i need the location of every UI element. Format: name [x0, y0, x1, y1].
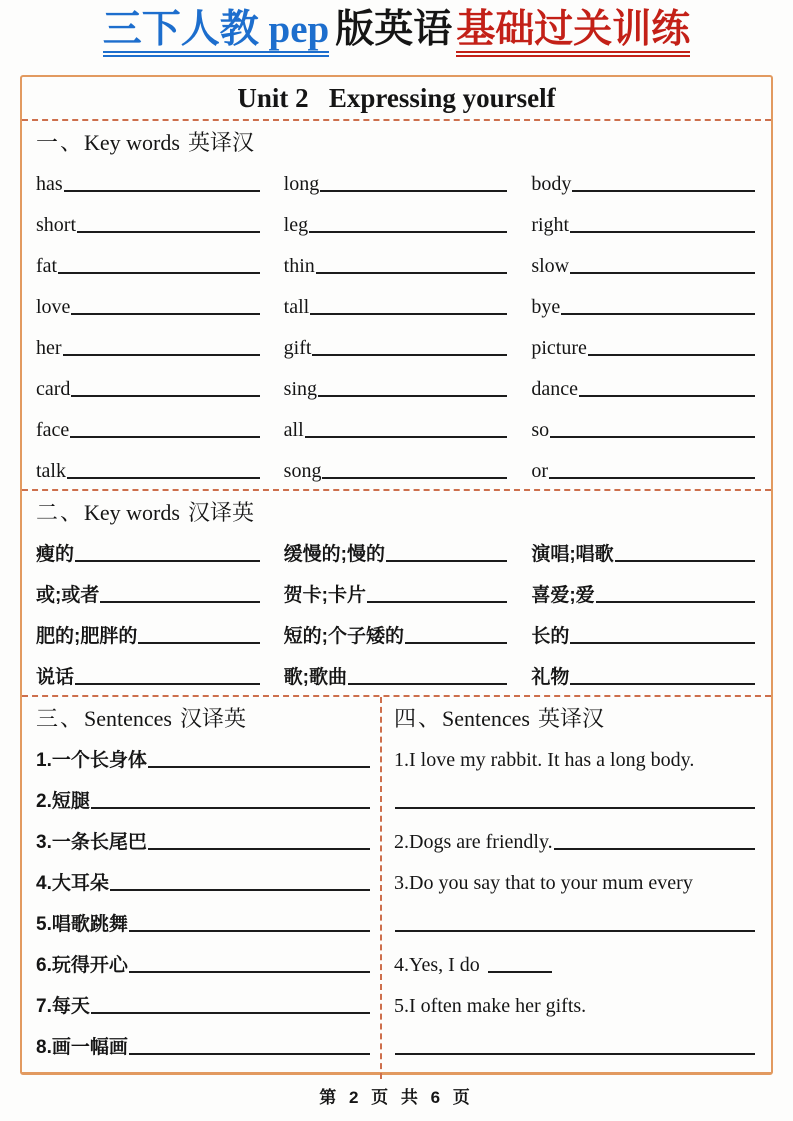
sentence-label: 1.I love my rabbit. It has a long body. [394, 749, 695, 771]
word-label: leg [283, 214, 309, 236]
section-number: 一、 [36, 130, 85, 155]
word-label: or [531, 460, 548, 482]
word-label: love [36, 296, 71, 318]
sentence-label: 7.每天 [36, 996, 90, 1017]
sentence-item [36, 1018, 370, 1059]
page-title [0, 0, 793, 64]
word-item [36, 442, 260, 483]
word-label: talk [36, 460, 66, 482]
answer-blank [67, 477, 260, 479]
word-item [531, 196, 755, 237]
word-label: face [36, 419, 70, 441]
sentence-item [36, 772, 370, 813]
answer-blank [405, 642, 507, 644]
word-item [36, 607, 260, 648]
sentence-line [394, 936, 755, 977]
word-label: slow [531, 255, 570, 277]
answer-blank [570, 642, 755, 644]
answer-blank [596, 601, 755, 603]
section-four-heading [394, 697, 755, 731]
answer-blank [572, 190, 755, 192]
section-one-heading [22, 121, 771, 155]
word-label: long [283, 173, 320, 195]
sentence-label: 8.画一幅画 [36, 1037, 128, 1058]
answer-blank [386, 560, 507, 562]
word-item [284, 360, 508, 401]
answer-blank [58, 272, 260, 274]
word-item [531, 278, 755, 319]
answer-blank [579, 395, 755, 397]
keywords-en-grid [22, 155, 771, 489]
sentence-item [36, 977, 370, 1018]
answer-blank [110, 889, 370, 891]
word-label: short [36, 214, 76, 236]
word-label: right [531, 214, 570, 236]
section-title-en: Sentences [442, 706, 530, 731]
answer-blank [64, 190, 260, 192]
answer-blank [367, 601, 507, 603]
word-label: song [283, 460, 322, 482]
sentence-item [36, 813, 370, 854]
page-footer: 第 2 页 共 6 页 [319, 1088, 474, 1107]
section-title-en: Key words [84, 500, 180, 525]
sentences-area [22, 697, 771, 1079]
answer-blank [310, 313, 507, 315]
answer-blank [395, 930, 755, 932]
unit-title: Unit 2 Expressing yourself [237, 83, 556, 113]
word-item [531, 237, 755, 278]
word-item [36, 155, 260, 196]
section-two-heading [22, 491, 771, 525]
answer-blank [63, 354, 260, 356]
answer-blank [138, 642, 259, 644]
word-item [284, 319, 508, 360]
answer-blank [615, 560, 755, 562]
answer-blank [348, 683, 507, 685]
sentences-cn-column [22, 697, 382, 1079]
sentence-label: 4.Yes, I do [394, 954, 480, 976]
word-item [36, 401, 260, 442]
section-number: 二、 [36, 500, 85, 525]
title-black-part: 版英语 [335, 8, 453, 51]
word-item [284, 525, 508, 566]
word-item [36, 566, 260, 607]
word-label: 长的 [531, 626, 570, 647]
word-item [284, 401, 508, 442]
answer-blank [322, 477, 507, 479]
word-item [531, 648, 755, 689]
sentence-label: 2.短腿 [36, 791, 90, 812]
answer-blank [318, 395, 507, 397]
sentence-line [394, 895, 755, 936]
answer-blank [129, 971, 370, 973]
answer-blank [75, 560, 260, 562]
title-blue-part: 三下人教 pep [103, 8, 329, 57]
word-item [284, 648, 508, 689]
word-item [531, 525, 755, 566]
word-item [36, 525, 260, 566]
word-label: has [36, 173, 63, 195]
answer-blank [148, 848, 370, 850]
answer-blank [588, 354, 755, 356]
sentence-label: 3.一条长尾巴 [36, 832, 147, 853]
word-item [284, 196, 508, 237]
answer-blank [395, 1053, 755, 1055]
section-title-cn: 英译汉 [537, 706, 604, 731]
word-item [284, 566, 508, 607]
answer-blank [550, 436, 755, 438]
worksheet-box [20, 75, 773, 1075]
section-number: 三、 [36, 706, 85, 731]
section-title-cn: 汉译英 [187, 500, 254, 525]
answer-blank [305, 436, 508, 438]
section-title-en: Key words [84, 130, 180, 155]
sentence-line [394, 854, 755, 895]
title-red-part: 基础过关训练 [456, 8, 690, 57]
answer-blank [77, 231, 260, 233]
answer-blank [316, 272, 508, 274]
sentence-label: 1.一个长身体 [36, 750, 147, 771]
word-item [284, 442, 508, 483]
word-item [531, 442, 755, 483]
word-item [36, 237, 260, 278]
answer-blank [320, 190, 507, 192]
sentence-label: 3.Do you say that to your mum every [394, 872, 693, 894]
word-item [531, 607, 755, 648]
answer-blank [71, 313, 259, 315]
answer-blank [561, 313, 755, 315]
word-label: tall [283, 296, 310, 318]
word-label: all [283, 419, 304, 441]
answer-blank [71, 395, 259, 397]
word-label: 礼物 [531, 667, 570, 688]
word-label: 瘦的 [36, 544, 75, 565]
word-label: thin [283, 255, 315, 277]
section-title-en: Sentences [84, 706, 172, 731]
answer-blank [91, 807, 370, 809]
word-label: 缓慢的;慢的 [283, 544, 385, 565]
word-label: 肥的;肥胖的 [36, 626, 138, 647]
word-label: so [531, 419, 550, 441]
answer-blank [75, 683, 260, 685]
word-item [531, 360, 755, 401]
answer-blank [309, 231, 507, 233]
sentence-label: 5.唱歌跳舞 [36, 914, 128, 935]
word-label: 短的;个子矮的 [283, 626, 404, 647]
answer-blank [312, 354, 507, 356]
answer-blank [570, 683, 755, 685]
word-label: 贺卡;卡片 [283, 585, 366, 606]
word-label: 或;或者 [36, 585, 100, 606]
answer-blank [570, 272, 755, 274]
word-item [36, 319, 260, 360]
sentence-item [36, 854, 370, 895]
sentences-en-column [382, 697, 771, 1079]
word-label: 喜爱;爱 [531, 585, 595, 606]
word-label: fat [36, 255, 58, 277]
word-item [36, 648, 260, 689]
sentence-label: 2.Dogs are friendly. [394, 831, 553, 853]
sentence-label: 5.I often make her gifts. [394, 995, 587, 1017]
word-label: gift [283, 337, 312, 359]
answer-blank [549, 477, 755, 479]
word-label: body [531, 173, 572, 195]
sentence-label: 4.大耳朵 [36, 873, 109, 894]
answer-blank [70, 436, 259, 438]
word-item [36, 196, 260, 237]
word-item [531, 319, 755, 360]
section-title-cn: 汉译英 [179, 706, 246, 731]
word-item [284, 155, 508, 196]
answer-blank [554, 848, 755, 850]
sentence-line [394, 977, 755, 1018]
word-label: 说话 [36, 667, 75, 688]
section-three-heading [36, 697, 370, 731]
sentence-item [36, 731, 370, 772]
section-title-cn: 英译汉 [187, 130, 254, 155]
word-label: bye [531, 296, 561, 318]
word-item [284, 278, 508, 319]
sentence-line [394, 731, 755, 772]
word-label: picture [531, 337, 587, 359]
answer-blank [570, 231, 755, 233]
word-item [531, 566, 755, 607]
answer-blank [488, 971, 552, 973]
sentence-item [36, 895, 370, 936]
word-item [531, 401, 755, 442]
answer-blank [129, 1053, 370, 1055]
answer-blank [91, 1012, 370, 1014]
word-item [284, 607, 508, 648]
sentence-line [394, 772, 755, 813]
word-label: 歌;歌曲 [283, 667, 347, 688]
sentence-line [394, 1018, 755, 1059]
sentence-label: 6.玩得开心 [36, 955, 128, 976]
word-item [36, 360, 260, 401]
keywords-cn-grid [22, 525, 771, 695]
word-label: 演唱;唱歌 [531, 544, 614, 565]
sentence-item [36, 936, 370, 977]
word-label: card [36, 378, 71, 400]
section-number: 四、 [394, 706, 443, 731]
word-label: sing [283, 378, 317, 400]
answer-blank [129, 930, 370, 932]
word-item [36, 278, 260, 319]
answer-blank [148, 766, 370, 768]
answer-blank [395, 807, 755, 809]
word-label: dance [531, 378, 578, 400]
word-item [284, 237, 508, 278]
word-item [531, 155, 755, 196]
sentence-line [394, 813, 755, 854]
answer-blank [100, 601, 259, 603]
word-label: her [36, 337, 62, 359]
